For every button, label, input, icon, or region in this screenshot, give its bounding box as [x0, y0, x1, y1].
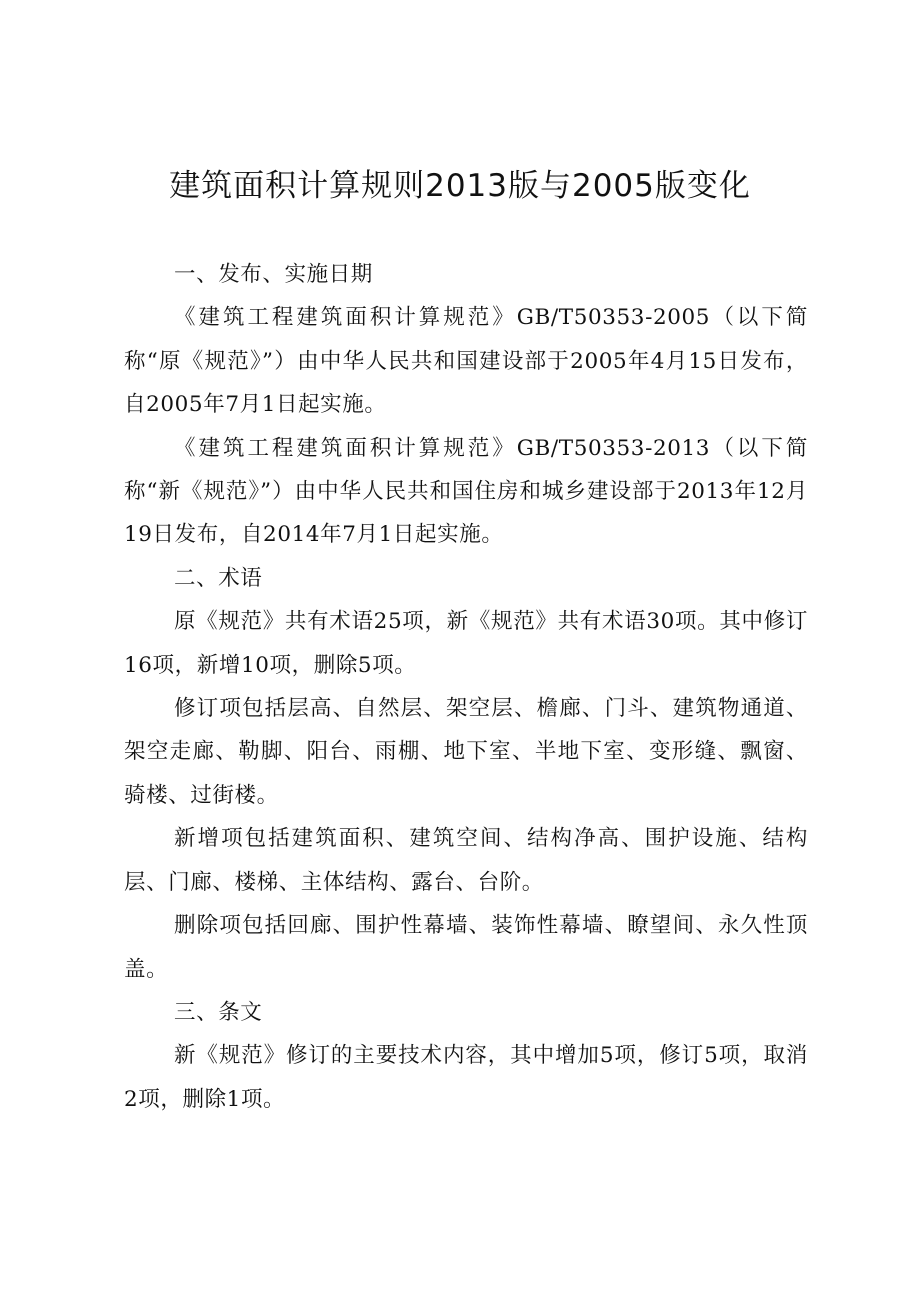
paragraph-new-standard-release: 《建筑工程建筑面积计算规范》GB/T50353-2013（以下简称“新《规范》”）由中华人民共和国住房和城乡建设部于2013年12月19日发布，自2014年7月1日起实施。 [124, 435, 808, 548]
paragraph-deleted-terms: 删除项包括回廊、围护性幕墙、装饰性幕墙、瞭望间、永久性顶盖。 [124, 913, 808, 982]
paragraph-new-terms: 新增项包括建筑面积、建筑空间、结构净高、围护设施、结构层、门廊、楼梯、主体结构、露台、台阶。 [124, 826, 808, 895]
section-heading-release-date: 一、发布、实施日期 [174, 262, 373, 287]
section-heading-terms: 二、术语 [174, 565, 263, 591]
document-body [124, 253, 808, 1121]
paragraph-terms-summary: 原《规范》共有术语25项，新《规范》共有术语30项。其中修订16项，新增10项，删除5项。 [124, 609, 808, 678]
paragraph-provisions-summary: 新《规范》修订的主要技术内容，其中增加5项，修订5项，取消2项，删除1项。 [124, 1043, 808, 1112]
section-heading-provisions: 三、条文 [174, 999, 263, 1025]
paragraph-revised-terms: 修订项包括层高、自然层、架空层、檐廊、门斗、建筑物通道、架空走廊、勒脚、阳台、雨棚、地下室、半地下室、变形缝、飘窗、骑楼、过街楼。 [124, 696, 808, 808]
paragraph-old-standard-release: 《建筑工程建筑面积计算规范》GB/T50353-2005（以下简称“原《规范》”）由中华人民共和国建设部于2005年4月15日发布，自2005年7月1日起实施。 [124, 305, 808, 418]
document-title: 建筑面积计算规则2013版与2005版变化 [169, 168, 751, 204]
